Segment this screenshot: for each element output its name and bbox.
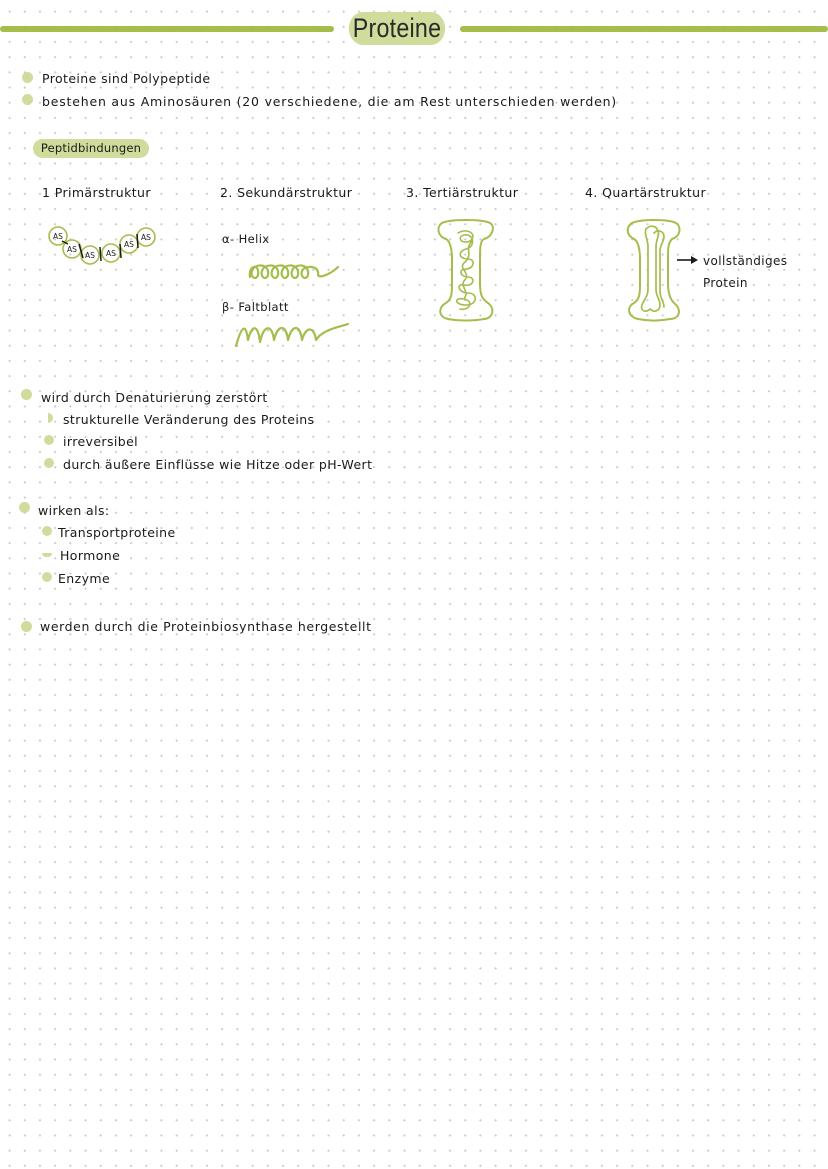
peptide-bond-line — [100, 247, 101, 261]
header-line-left — [0, 26, 334, 32]
sheet-label: β- Faltblatt — [222, 300, 289, 314]
dash-bullet-dot — [42, 553, 52, 557]
amino-acid-label: AS — [67, 245, 77, 254]
bullet-dot — [44, 458, 54, 468]
helix-label: α- Helix — [222, 232, 270, 246]
functions-heading: wirken als: — [38, 503, 110, 518]
peptide-bond-line — [137, 234, 138, 248]
primary-structure-diagram — [40, 222, 170, 272]
tertiary-structure-label: 3. Tertiärstruktur — [406, 185, 519, 200]
bullet-dot — [44, 435, 54, 445]
denaturation-item-3: durch äußere Einflüsse wie Hitze oder pH-Wert — [63, 457, 373, 472]
intro-bullet-1: Proteine sind Polypeptide — [42, 71, 211, 86]
synthesis-text: werden durch die Proteinbiosynthase hergestellt — [40, 619, 372, 634]
half-bullet-dot — [48, 413, 53, 423]
complete-protein-label-line1: vollständiges — [703, 254, 788, 268]
bullet-dot — [42, 572, 52, 582]
bullet-dot — [22, 94, 33, 105]
function-item-2: Hormone — [60, 548, 121, 563]
quaternary-structure-drawing — [624, 219, 684, 323]
amino-acid-label: AS — [85, 251, 95, 260]
quaternary-structure-label: 4. Quartärstruktur — [585, 185, 707, 200]
amino-acid-label: AS — [53, 232, 63, 241]
beta-sheet-drawing — [232, 318, 352, 350]
secondary-structure-label: 2. Sekundärstruktur — [220, 185, 353, 200]
bullet-dot — [21, 621, 32, 632]
intro-bullet-2: bestehen aus Aminosäuren (20 verschiedene, die am Rest unterschieden werden) — [42, 94, 617, 109]
bullet-dot — [42, 526, 52, 536]
denaturation-heading: wird durch Denaturierung zerstört — [41, 390, 268, 405]
page-title: Proteine — [349, 12, 445, 45]
peptide-bond-highlight: Peptidbindungen — [33, 139, 149, 158]
function-item-3: Enzyme — [58, 571, 111, 586]
denaturation-item-2: irreversibel — [63, 434, 139, 449]
denaturation-item-1: strukturelle Veränderung des Proteins — [63, 412, 315, 427]
peptide-bond-line — [120, 244, 121, 258]
arrow-icon — [676, 254, 700, 266]
header-line-right — [460, 26, 828, 32]
primary-structure-label: 1 Primärstruktur — [42, 185, 151, 200]
function-item-1: Transportproteine — [58, 525, 176, 540]
amino-acid-label: AS — [106, 249, 116, 258]
complete-protein-label-line2: Protein — [703, 276, 748, 290]
bullet-dot — [19, 502, 30, 513]
amino-acid-label: AS — [124, 240, 134, 249]
tertiary-structure-drawing — [436, 219, 496, 323]
bullet-dot — [22, 72, 33, 83]
alpha-helix-drawing — [246, 257, 342, 285]
bullet-dot — [21, 389, 32, 400]
amino-acid-label: AS — [141, 233, 151, 242]
